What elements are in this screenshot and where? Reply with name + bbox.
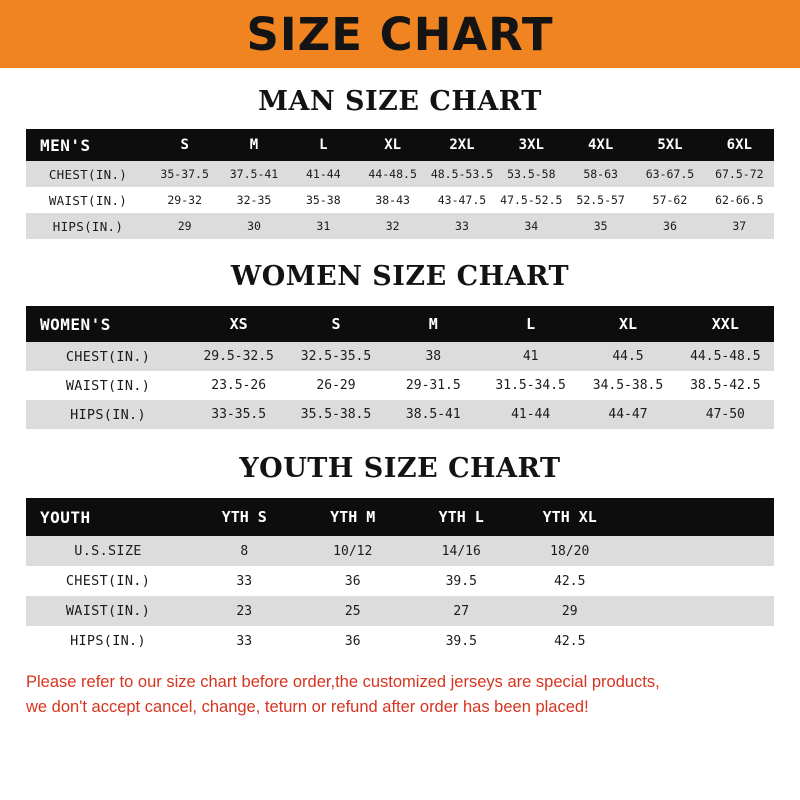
man-col-1: M [249,137,259,153]
table-header-row [26,306,774,342]
cell: 34 [524,219,539,233]
youth-col-3: YTH XL [542,508,597,526]
table-row [26,187,774,213]
man-col-6: 4XL [587,137,614,153]
spacer-cell [624,536,774,566]
women-corner-label: WOMEN'S [40,314,111,334]
row-label: WAIST(IN.) [65,377,151,394]
spacer-cell [624,596,774,626]
man-col-8: 6XL [726,137,752,153]
cell: 29.5-32.5 [203,349,274,364]
table-row [26,400,774,429]
cell: 57-62 [652,193,688,207]
row-label: CHEST(IN.) [48,166,128,182]
cell: 18/20 [550,543,590,559]
man-corner-label: MEN'S [40,135,91,155]
women-section-title: WOMEN SIZE CHART [230,261,570,292]
women-table-header [26,306,774,342]
cell: 43-47.5 [437,193,487,207]
cell: 37 [732,219,747,233]
cell: 38.5-41 [405,407,461,422]
women-size-table [26,306,774,429]
women-col-0: XS [229,315,248,333]
cell: 36 [663,219,677,233]
row-label: U.S.SIZE [74,543,142,559]
cell: 44-48.5 [368,167,417,181]
cell: 34.5-38.5 [592,378,664,393]
cell: 30 [247,219,261,233]
footer-note-line-1: Please refer to our size chart before order,the customized jerseys are special products, [26,673,660,691]
cell: 27 [453,603,470,619]
row-label: HIPS(IN.) [52,218,124,234]
cell: 33 [236,573,253,589]
cell: 31.5-34.5 [495,378,566,393]
table-row [26,566,774,596]
cell: 39.5 [445,633,477,649]
spacer-cell [624,626,774,656]
cell: 14/16 [441,543,481,559]
table-row [26,536,774,566]
cell: 39.5 [445,573,477,589]
cell: 26-29 [316,378,356,393]
youth-size-table-wrap [0,498,800,656]
table-row [26,596,774,626]
cell: 47.5-52.5 [500,193,563,207]
man-table-header [26,129,774,161]
row-label: HIPS(IN.) [70,633,146,649]
cell: 29 [561,603,578,619]
women-table-body [26,342,774,429]
cell: 38.5-42.5 [690,378,761,393]
cell: 37.5-41 [229,167,279,181]
cell: 23.5-26 [211,378,267,393]
row-label: CHEST(IN.) [65,573,151,589]
women-size-table-wrap [0,306,800,429]
cell: 38 [425,349,442,364]
spacer-cell [624,566,774,596]
table-row [26,161,774,187]
page-title: SIZE CHART [246,7,554,61]
row-label: HIPS(IN.) [70,406,146,423]
cell: 36 [344,573,361,589]
cell: 42.5 [554,573,586,589]
cell: 44.5-48.5 [690,349,761,364]
table-header-row [26,129,774,161]
youth-col-2: YTH L [438,508,484,526]
cell: 36 [344,633,361,649]
cell: 25 [344,603,361,619]
man-table-body [26,161,774,239]
spacer-cell [624,498,774,536]
cell: 10/12 [333,543,373,559]
women-col-1: S [331,315,341,333]
row-label: CHEST(IN.) [65,348,151,365]
cell: 32-35 [236,193,272,207]
youth-col-1: YTH M [330,508,376,526]
header-banner [0,0,800,68]
youth-section-title: YOUTH SIZE CHART [239,453,561,484]
man-col-4: 2XL [449,137,475,153]
youth-table-body [26,536,774,656]
cell: 67.5-72 [715,167,764,181]
man-section-title: MAN SIZE CHART [258,86,542,117]
women-col-3: L [526,315,536,333]
cell: 8 [240,543,249,559]
table-header-row [26,498,774,536]
table-row [26,342,774,371]
man-size-table [26,129,774,239]
cell: 35-37.5 [160,167,209,181]
man-col-7: 5XL [657,137,683,153]
cell: 29-31.5 [405,378,461,393]
man-col-5: 3XL [518,137,544,153]
cell: 48.5-53.5 [430,167,494,181]
cell: 29-32 [167,193,202,207]
cell: 32 [385,219,400,233]
cell: 47-50 [705,407,745,422]
youth-col-0: YTH S [221,508,267,526]
man-col-3: XL [384,137,402,153]
man-size-table-wrap [0,129,800,239]
youth-size-table [26,498,774,656]
cell: 38-43 [375,193,410,207]
cell: 41-44 [511,407,551,422]
cell: 35.5-38.5 [300,407,372,422]
cell: 29 [177,219,192,233]
cell: 33 [455,219,469,233]
table-row [26,626,774,656]
row-label: WAIST(IN.) [48,192,128,208]
cell: 33-35.5 [211,407,267,422]
cell: 31 [316,219,331,233]
man-col-0: S [180,137,189,153]
table-row [26,213,774,239]
cell: 58-63 [583,167,618,181]
cell: 44-47 [608,407,648,422]
cell: 52.5-57 [576,193,625,207]
youth-corner-label: YOUTH [40,507,91,527]
cell: 32.5-35.5 [300,349,372,364]
table-row [26,371,774,400]
man-col-2: L [319,137,328,153]
footer-note-line-2: we don't accept cancel, change, teturn or refund after order has been placed! [26,697,589,716]
cell: 53.5-58 [507,167,556,181]
women-col-4: XL [618,315,637,333]
cell: 33 [236,633,253,649]
cell: 41 [522,349,539,364]
cell: 63-67.5 [645,167,695,181]
cell: 23 [236,603,253,619]
cell: 44.5 [612,349,644,364]
footer-note [0,670,800,720]
women-col-5: XXL [711,315,739,333]
cell: 62-66.5 [715,193,764,207]
cell: 41-44 [306,167,341,181]
women-col-2: M [428,315,438,333]
cell: 35 [593,219,608,233]
cell: 42.5 [554,633,586,649]
cell: 35-38 [306,193,341,207]
row-label: WAIST(IN.) [65,603,151,619]
youth-table-header [26,498,774,536]
